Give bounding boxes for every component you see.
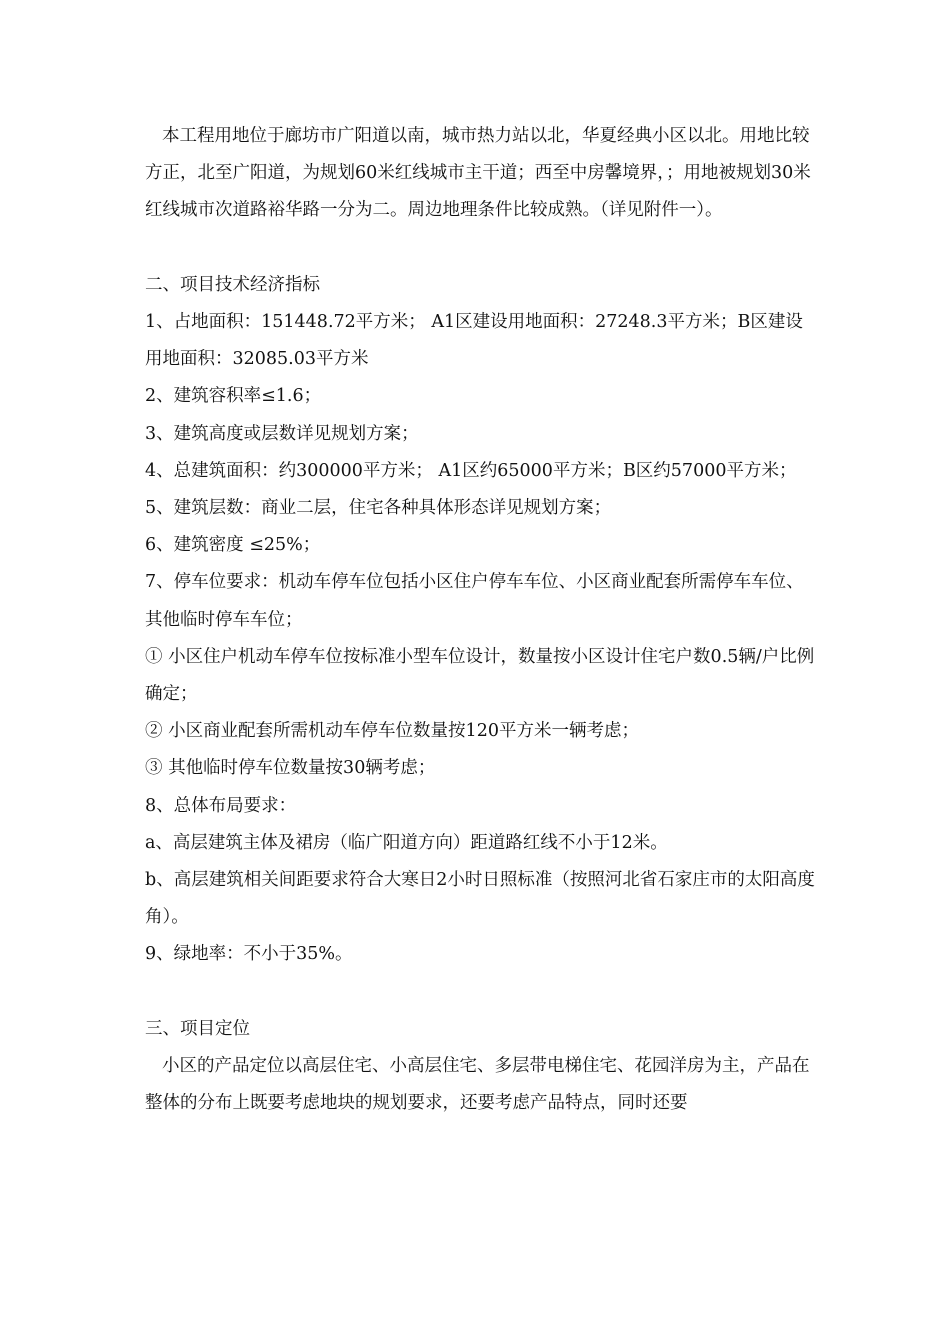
- indicator-item-layout-requirements: 8、总体布局要求：: [145, 795, 297, 816]
- parking-subitem-temporary: ③ 其他临时停车位数量按30辆考虑；: [145, 758, 436, 779]
- blank-line: [145, 974, 817, 1011]
- indicator-item-land-area: 1、占地面积：151448.72平方米； A1区建设用地面积：27248.3平方米；B区建设用地面积：32085.03平方米: [145, 312, 803, 370]
- layout-subitem-sunlight: b、高层建筑相关间距要求符合大寒日2小时日照标准（按照河北省石家庄市的太阳高度角）。: [145, 870, 815, 928]
- section-heading-technical-indicators: 二、项目技术经济指标: [145, 274, 320, 295]
- indicator-item-building-height: 3、建筑高度或层数详见规划方案；: [145, 423, 419, 444]
- section-heading-positioning: 三、项目定位: [145, 1018, 250, 1039]
- indicator-item-green-ratio: 9、绿地率：不小于35%。: [145, 944, 353, 965]
- parking-subitem-commercial: ② 小区商业配套所需机动车停车位数量按120平方米一辆考虑；: [145, 721, 639, 742]
- intro-paragraph: 本工程用地位于廊坊市广阳道以南，城市热力站以北，华夏经典小区以北。用地比较方正，北至广阳道，为规划60米红线城市主干道；西至中房馨境界，；用地被规划30米红线城市次道路裕华路一分为二。周边地理条件比较成熟。（详见附件一）。: [145, 126, 811, 221]
- document-body: [145, 118, 817, 1122]
- parking-subitem-residents: ① 小区住户机动车停车位按标准小型车位设计，数量按小区设计住宅户数0.5辆/户比例确定；: [145, 646, 815, 705]
- indicator-item-building-floors: 5、建筑层数：商业二层，住宅各种具体形态详见规划方案；: [145, 498, 612, 519]
- blank-line: [145, 230, 817, 267]
- positioning-paragraph: 小区的产品定位以高层住宅、小高层住宅、多层带电梯住宅、花园洋房为主，产品在整体的分布上既要考虑地块的规划要求，还要考虑产品特点，同时还要: [145, 1056, 810, 1114]
- indicator-item-total-floor-area: 4、总建筑面积：约300000平方米； A1区约65000平方米；B区约57000平方米；: [145, 460, 797, 481]
- layout-subitem-setback: a、高层建筑主体及裙房（临广阳道方向）距道路红线不小于12米。: [145, 832, 668, 853]
- indicator-item-building-density: 6、建筑密度 ≤25%；: [145, 535, 321, 556]
- indicator-item-plot-ratio: 2、建筑容积率≤1.6；: [145, 386, 322, 407]
- indicator-item-parking-requirements: 7、停车位要求：机动车停车位包括小区住户停车车位、小区商业配套所需停车车位、其他临时停车车位；: [145, 572, 804, 630]
